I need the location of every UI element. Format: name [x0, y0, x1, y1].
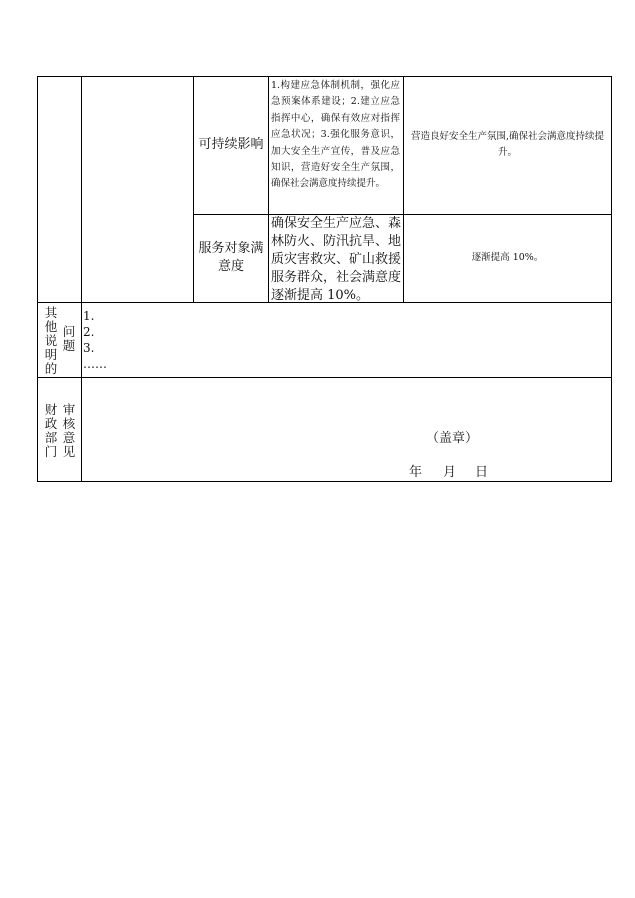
row-divider-1: [193, 214, 612, 215]
description-sustainability: 1.构建应急体制机制，强化应急预案体系建设；2.建立应急指挥中心，确保有效应对指挥应急状况；3.强化服务意识，加大安全生产宣传，普及应急知识，营造好安全生产氛围，确保社会满意度持续提升。: [271, 80, 400, 190]
table-border-top: [37, 76, 612, 77]
col-divider-1: [81, 76, 82, 481]
list-item: 1.: [83, 309, 95, 323]
other-notes-label-col1: 其 他 说 明 的: [44, 305, 58, 376]
indicator-satisfaction: 服务对象满意度: [198, 241, 264, 274]
other-notes-list: [83, 308, 283, 372]
list-item: ……: [83, 357, 107, 371]
other-notes-label-col2: 问 题: [62, 324, 76, 353]
list-item: 2.: [83, 325, 95, 339]
target-satisfaction: 逐渐提高 10%。: [471, 252, 544, 263]
col-divider-4: [403, 76, 404, 302]
row-divider-3: [37, 377, 612, 378]
review-label-col1: 财 政 部 门: [44, 402, 58, 459]
table-border-right: [611, 76, 612, 481]
review-label-col2: 审 核 意 见: [62, 402, 76, 459]
col-divider-3: [268, 76, 269, 302]
table-border-bottom: [37, 481, 612, 482]
list-item: 3.: [83, 341, 95, 355]
review-date-day: 日: [475, 465, 489, 480]
col-divider-2: [193, 76, 194, 302]
review-date-year: 年: [409, 465, 423, 480]
description-satisfaction: 确保安全生产应急、森林防火、防汛抗旱、地质灾害救灾、矿山救援服务群众，社会满意度逐渐提高 10%。: [271, 216, 402, 303]
review-seal: （盖章）: [426, 431, 479, 446]
review-date-month: 月: [443, 465, 457, 480]
indicator-sustainability: 可持续影响: [198, 137, 264, 152]
table-border-left: [37, 76, 38, 481]
target-sustainability: 营造良好安全生产氛围,确保社会满意度持续提升。: [410, 131, 605, 159]
